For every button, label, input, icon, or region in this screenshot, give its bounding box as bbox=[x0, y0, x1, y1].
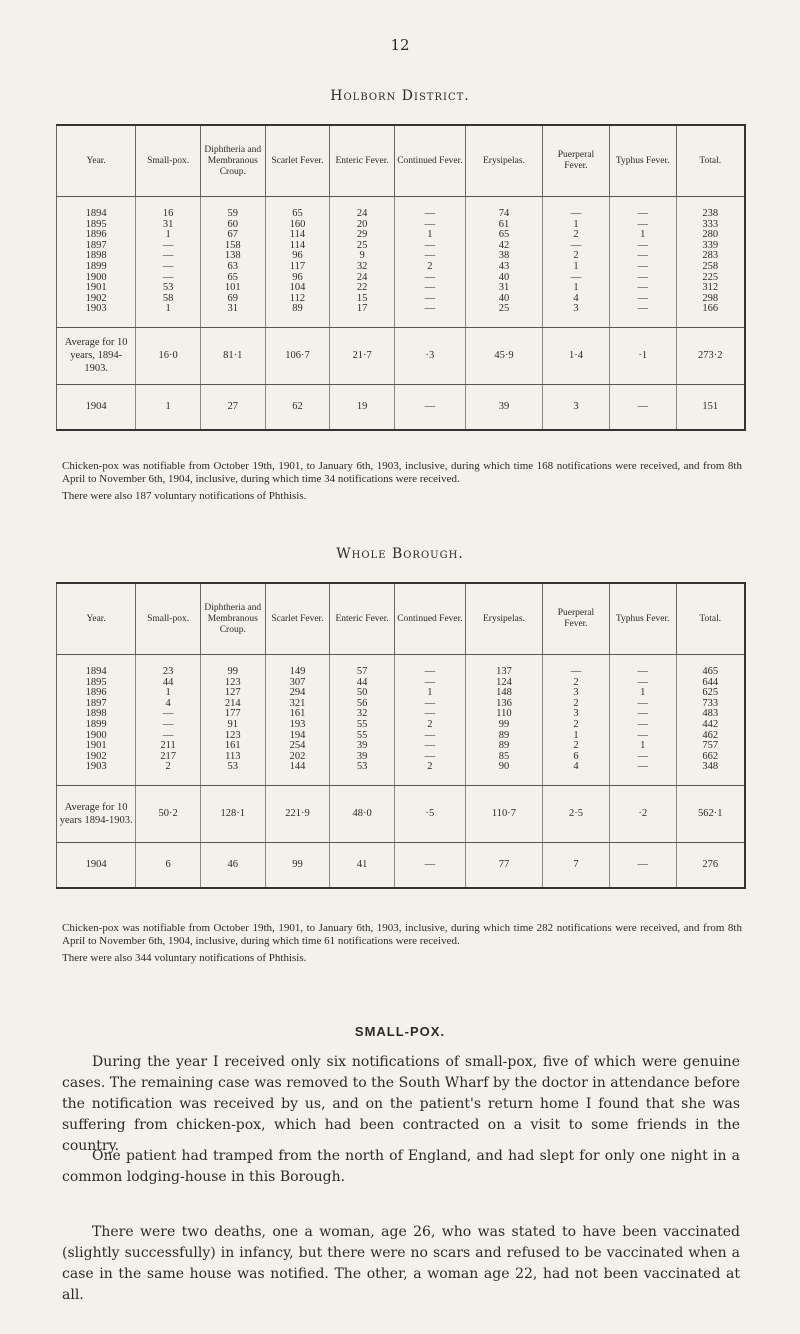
column-header: Erysipelas. bbox=[465, 583, 542, 655]
table-cell: 1 bbox=[543, 262, 610, 273]
table-cell: 69 bbox=[200, 294, 265, 305]
table-cell: — bbox=[394, 220, 465, 231]
table-row bbox=[57, 197, 746, 220]
table-cell: 60 bbox=[200, 220, 265, 231]
table-cell: 2 bbox=[543, 230, 610, 241]
table-cell: 2 bbox=[394, 262, 465, 273]
table-cell: 283 bbox=[676, 251, 745, 262]
table-cell: 1 bbox=[609, 688, 676, 699]
table-cell: — bbox=[543, 655, 610, 678]
table-cell: 662 bbox=[676, 752, 745, 763]
table-cell: 462 bbox=[676, 731, 745, 742]
table-cell: 61 bbox=[465, 220, 542, 231]
table-cell: 2 bbox=[543, 678, 610, 689]
table-cell: 123 bbox=[200, 678, 265, 689]
table-cell: 161 bbox=[200, 741, 265, 752]
table-cell: ·5 bbox=[394, 785, 465, 842]
table-cell: 38 bbox=[465, 251, 542, 262]
table-cell: 55 bbox=[330, 731, 395, 742]
table-cell: 1899 bbox=[85, 718, 107, 730]
table-row bbox=[57, 785, 746, 842]
table-cell: — bbox=[394, 741, 465, 752]
table-cell: 62 bbox=[265, 384, 330, 430]
table-cell: 81·1 bbox=[200, 327, 265, 384]
table-cell: 114 bbox=[265, 230, 330, 241]
table-cell: 31 bbox=[465, 283, 542, 294]
table-cell: 1898 bbox=[85, 708, 107, 720]
table-cell: 1 bbox=[543, 731, 610, 742]
table-cell: 158 bbox=[200, 241, 265, 252]
table-cell: 194 bbox=[265, 731, 330, 742]
table-cell: 221·9 bbox=[265, 785, 330, 842]
table-cell: 106·7 bbox=[265, 327, 330, 384]
table-cell: 1 bbox=[543, 220, 610, 231]
table-row bbox=[57, 327, 746, 384]
table-cell: 104 bbox=[265, 283, 330, 294]
table-cell: — bbox=[394, 241, 465, 252]
table-cell: — bbox=[609, 720, 676, 731]
table-cell: 1904 bbox=[85, 858, 107, 870]
column-header: Total. bbox=[676, 125, 745, 197]
table-cell: 55 bbox=[330, 720, 395, 731]
table-cell: 757 bbox=[676, 741, 745, 752]
table-cell: 273·2 bbox=[676, 327, 745, 384]
table-cell: 65 bbox=[465, 230, 542, 241]
table-cell: 127 bbox=[200, 688, 265, 699]
table-cell: 1902 bbox=[85, 292, 107, 304]
table-cell: — bbox=[609, 283, 676, 294]
table-cell: 63 bbox=[200, 262, 265, 273]
table-cell: ·2 bbox=[609, 785, 676, 842]
table-cell: 32 bbox=[330, 709, 395, 720]
table-cell: 124 bbox=[465, 678, 542, 689]
table-cell: 2 bbox=[394, 762, 465, 785]
table-cell: 25 bbox=[330, 241, 395, 252]
table-cell: — bbox=[609, 384, 676, 430]
table-cell: 238 bbox=[676, 197, 745, 220]
table-cell: 19 bbox=[330, 384, 395, 430]
table-cell: 1897 bbox=[85, 697, 107, 709]
table-cell: — bbox=[394, 294, 465, 305]
table-cell: 2 bbox=[543, 720, 610, 731]
table-cell: 99 bbox=[265, 842, 330, 888]
table-cell: 27 bbox=[200, 384, 265, 430]
table-cell: 1903 bbox=[57, 304, 136, 327]
column-header: Typhus Fever. bbox=[609, 125, 676, 197]
table-cell: 258 bbox=[676, 262, 745, 273]
table-cell: 15 bbox=[330, 294, 395, 305]
table-row bbox=[57, 720, 746, 731]
table-cell: 1 bbox=[394, 230, 465, 241]
column-header: Continued Fever. bbox=[394, 125, 465, 197]
table-cell: 298 bbox=[676, 294, 745, 305]
table-cell: 1898 bbox=[85, 250, 107, 262]
table-cell: — bbox=[394, 655, 465, 678]
table-cell: 348 bbox=[676, 762, 745, 785]
table-cell: 136 bbox=[465, 699, 542, 710]
table-cell: 39 bbox=[330, 752, 395, 763]
table-cell: 1896 bbox=[85, 687, 107, 699]
table-cell: 45·9 bbox=[465, 327, 542, 384]
column-header: Continued Fever. bbox=[394, 583, 465, 655]
table-cell: 46 bbox=[200, 842, 265, 888]
column-header: Year. bbox=[57, 125, 136, 197]
table-row bbox=[57, 655, 746, 678]
table-cell: — bbox=[609, 304, 676, 327]
table-cell: 483 bbox=[676, 709, 745, 720]
table-cell: 1897 bbox=[85, 239, 107, 251]
table-cell: 333 bbox=[676, 220, 745, 231]
table-cell: — bbox=[136, 720, 201, 731]
table-cell: — bbox=[543, 241, 610, 252]
table-cell: 39 bbox=[465, 384, 542, 430]
table-cell: — bbox=[394, 283, 465, 294]
column-header: Small-pox. bbox=[136, 583, 201, 655]
table-cell: 99 bbox=[200, 655, 265, 678]
table-cell: 4 bbox=[543, 762, 610, 785]
table-cell: 65 bbox=[200, 273, 265, 284]
table-cell: — bbox=[609, 709, 676, 720]
table-cell: — bbox=[609, 699, 676, 710]
table-cell: 1903 bbox=[57, 762, 136, 785]
table-cell: 24 bbox=[330, 273, 395, 284]
table-cell: 1894 bbox=[85, 666, 107, 677]
table-cell: — bbox=[136, 262, 201, 273]
table-cell: 53 bbox=[136, 283, 201, 294]
table-cell: — bbox=[543, 197, 610, 220]
table-cell: 25 bbox=[465, 304, 542, 327]
table-cell: 96 bbox=[265, 273, 330, 284]
table-cell: 39 bbox=[330, 741, 395, 752]
table-cell: 1 bbox=[136, 384, 201, 430]
table-cell: — bbox=[394, 251, 465, 262]
table-cell: 112 bbox=[265, 294, 330, 305]
table-cell: 211 bbox=[136, 741, 201, 752]
holborn-note: Chicken-pox was notifiable from October 19th, 1901, to January 6th, 1903, inclusive, during which time 168 notifications were received, and from 8th April to November 6th, 1904, inclusive, during which time 34 notifications were received. There were also 187 voluntary notifications of Phthisis. bbox=[62, 460, 742, 502]
table-cell: — bbox=[136, 251, 201, 262]
table-cell: 48·0 bbox=[330, 785, 395, 842]
table-cell: 1902 bbox=[85, 750, 107, 762]
column-header: Enteric Fever. bbox=[330, 583, 395, 655]
table-cell: 22 bbox=[330, 283, 395, 294]
table-cell: 123 bbox=[200, 731, 265, 742]
table-cell: 89 bbox=[465, 731, 542, 742]
table-cell: 17 bbox=[330, 304, 395, 327]
table-cell: 1900 bbox=[85, 271, 107, 283]
table-cell: — bbox=[609, 273, 676, 284]
table-cell: 58 bbox=[136, 294, 201, 305]
table-cell: — bbox=[394, 197, 465, 220]
column-header: Enteric Fever. bbox=[330, 125, 395, 197]
table-cell: 40 bbox=[465, 273, 542, 284]
column-header: Puerperal Fever. bbox=[543, 125, 610, 197]
table-row bbox=[57, 304, 746, 327]
table-cell: — bbox=[609, 197, 676, 220]
table-cell: — bbox=[609, 241, 676, 252]
table-cell: 44 bbox=[330, 678, 395, 689]
table-cell: 217 bbox=[136, 752, 201, 763]
smallpox-paragraph-2: One patient had tramped from the north of England, and had slept for only one night in a common lodging-house in this Borough. bbox=[62, 1148, 740, 1185]
table-cell: 29 bbox=[330, 230, 395, 241]
table-cell: 2 bbox=[394, 720, 465, 731]
table-cell: 321 bbox=[265, 699, 330, 710]
table-row bbox=[57, 384, 746, 430]
table-cell: — bbox=[394, 731, 465, 742]
table-cell: 1901 bbox=[85, 282, 107, 294]
table-cell: 1896 bbox=[85, 229, 107, 241]
column-header: Scarlet Fever. bbox=[265, 125, 330, 197]
table-cell: — bbox=[394, 304, 465, 327]
table-cell: — bbox=[609, 220, 676, 231]
table-cell: — bbox=[394, 678, 465, 689]
table-cell: 214 bbox=[200, 699, 265, 710]
table-cell: 101 bbox=[200, 283, 265, 294]
table-cell: 4 bbox=[136, 699, 201, 710]
table-cell: 117 bbox=[265, 262, 330, 273]
table-row bbox=[57, 262, 746, 273]
table-row bbox=[57, 762, 746, 785]
table-cell: 339 bbox=[676, 241, 745, 252]
table-cell: 6 bbox=[136, 842, 201, 888]
table-cell: — bbox=[136, 731, 201, 742]
table-cell: 254 bbox=[265, 741, 330, 752]
table-cell: — bbox=[609, 842, 676, 888]
table-cell: 53 bbox=[200, 762, 265, 785]
table-cell: 67 bbox=[200, 230, 265, 241]
column-header: Diphtheria and Membranous Croup. bbox=[200, 583, 265, 655]
table-cell: — bbox=[609, 752, 676, 763]
table-cell: 149 bbox=[265, 655, 330, 678]
table-cell: 144 bbox=[265, 762, 330, 785]
table-cell: 40 bbox=[465, 294, 542, 305]
table-cell: 24 bbox=[330, 197, 395, 220]
table-cell: 20 bbox=[330, 220, 395, 231]
table-cell: 31 bbox=[136, 220, 201, 231]
table-cell: 294 bbox=[265, 688, 330, 699]
table-cell: 1895 bbox=[85, 218, 107, 230]
table-cell: 151 bbox=[676, 384, 745, 430]
borough-note: Chicken-pox was notifiable from October 19th, 1901, to January 6th, 1903, inclusive, during which time 282 notifications were received, and from 8th April to November 6th, 1904, inclusive, during which time 61 notifications were received. There were also 344 voluntary notifications of Phthisis. bbox=[62, 922, 742, 964]
table-cell: 1 bbox=[609, 741, 676, 752]
table-cell: 50·2 bbox=[136, 785, 201, 842]
table-cell: 89 bbox=[265, 304, 330, 327]
column-header: Erysipelas. bbox=[465, 125, 542, 197]
table-cell: 89 bbox=[465, 741, 542, 752]
table-cell: 77 bbox=[465, 842, 542, 888]
table-cell: 1900 bbox=[85, 729, 107, 741]
table-cell: 96 bbox=[265, 251, 330, 262]
table-cell: 44 bbox=[136, 678, 201, 689]
table-cell: 110·7 bbox=[465, 785, 542, 842]
table-cell: 1 bbox=[543, 283, 610, 294]
table-cell: 31 bbox=[200, 304, 265, 327]
table-cell: 128·1 bbox=[200, 785, 265, 842]
table-cell: 161 bbox=[265, 709, 330, 720]
table-cell: 1894 bbox=[85, 208, 107, 219]
table-cell: — bbox=[609, 262, 676, 273]
table-cell: — bbox=[136, 709, 201, 720]
table-cell: 307 bbox=[265, 678, 330, 689]
table-cell: — bbox=[543, 273, 610, 284]
smallpox-paragraph-3: There were two deaths, one a woman, age 26, who was stated to have been vaccinated (slightly successfully) in infancy, but there were no scars and refused to be vaccinated when a case in the same house was notified. The other, a woman age 22, had not been vaccinated at all. bbox=[62, 1224, 740, 1303]
table-cell: 85 bbox=[465, 752, 542, 763]
table-cell: 53 bbox=[330, 762, 395, 785]
table-cell: 59 bbox=[200, 197, 265, 220]
table-cell: 23 bbox=[136, 655, 201, 678]
table-cell: — bbox=[609, 731, 676, 742]
table-cell: 562·1 bbox=[676, 785, 745, 842]
table-cell: — bbox=[609, 678, 676, 689]
table-cell: 312 bbox=[676, 283, 745, 294]
column-header: Year. bbox=[57, 583, 136, 655]
table-cell: 2 bbox=[543, 251, 610, 262]
column-header: Diphtheria and Membranous Croup. bbox=[200, 125, 265, 197]
table-cell: 7 bbox=[543, 842, 610, 888]
table-cell: 138 bbox=[200, 251, 265, 262]
table-cell: — bbox=[394, 709, 465, 720]
table-cell: 99 bbox=[465, 720, 542, 731]
table-cell: — bbox=[136, 273, 201, 284]
table-cell: — bbox=[609, 294, 676, 305]
table-row bbox=[57, 842, 746, 888]
column-header: Typhus Fever. bbox=[609, 583, 676, 655]
table-cell: — bbox=[394, 752, 465, 763]
table-cell: 114 bbox=[265, 241, 330, 252]
table-cell: 148 bbox=[465, 688, 542, 699]
table-cell: 225 bbox=[676, 273, 745, 284]
table-cell: 6 bbox=[543, 752, 610, 763]
table-cell: — bbox=[394, 842, 465, 888]
column-header: Small-pox. bbox=[136, 125, 201, 197]
table-cell: 280 bbox=[676, 230, 745, 241]
table-cell: 1 bbox=[394, 688, 465, 699]
table-cell: 91 bbox=[200, 720, 265, 731]
table-cell: 3 bbox=[543, 304, 610, 327]
table-cell: — bbox=[609, 762, 676, 785]
table-cell: 110 bbox=[465, 709, 542, 720]
column-header: Scarlet Fever. bbox=[265, 583, 330, 655]
table-cell: 625 bbox=[676, 688, 745, 699]
table-cell: 3 bbox=[543, 384, 610, 430]
column-header: Total. bbox=[676, 583, 745, 655]
table-cell: 1899 bbox=[85, 260, 107, 272]
table-cell: 193 bbox=[265, 720, 330, 731]
column-header: Puerperal Fever. bbox=[543, 583, 610, 655]
table-cell: 16·0 bbox=[136, 327, 201, 384]
table-cell: 2·5 bbox=[543, 785, 610, 842]
table-cell: 74 bbox=[465, 197, 542, 220]
table-cell: — bbox=[394, 699, 465, 710]
holborn-title: Holborn District. bbox=[330, 88, 470, 104]
table-cell: 276 bbox=[676, 842, 745, 888]
table-cell: — bbox=[394, 384, 465, 430]
table-cell: 2 bbox=[136, 762, 201, 785]
borough-table bbox=[56, 582, 746, 889]
table-cell: 90 bbox=[465, 762, 542, 785]
table-cell: 32 bbox=[330, 262, 395, 273]
table-cell: 644 bbox=[676, 678, 745, 689]
table-cell: 1 bbox=[136, 688, 201, 699]
table-cell: 465 bbox=[676, 655, 745, 678]
table-cell: 177 bbox=[200, 709, 265, 720]
table-cell: ·3 bbox=[394, 327, 465, 384]
table-cell: 1·4 bbox=[543, 327, 610, 384]
smallpox-heading: SMALL-POX. bbox=[354, 1024, 446, 1039]
table-cell: 202 bbox=[265, 752, 330, 763]
borough-title: Whole Borough. bbox=[336, 546, 464, 562]
table-cell: 16 bbox=[136, 197, 201, 220]
table-cell: Average for 10 years, 1894-1903. bbox=[57, 327, 136, 384]
table-cell: 3 bbox=[543, 688, 610, 699]
table-cell: ·1 bbox=[609, 327, 676, 384]
page-number: 12 bbox=[390, 36, 410, 54]
table-cell: 56 bbox=[330, 699, 395, 710]
table-cell: — bbox=[609, 251, 676, 262]
table-cell: 65 bbox=[265, 197, 330, 220]
table-cell: 160 bbox=[265, 220, 330, 231]
table-cell: 4 bbox=[543, 294, 610, 305]
table-cell: 733 bbox=[676, 699, 745, 710]
table-cell: 2 bbox=[543, 741, 610, 752]
holborn-table bbox=[56, 124, 746, 431]
smallpox-paragraph-1: During the year I received only six notifications of small-pox, five of which were genuine cases. The remaining case was removed to the South Wharf by the doctor in attendance before the notification was received by us, and on the patient's return home I found that she was suffering from chicken-pox, which had been contracted on a visit to some friends in the country. bbox=[62, 1054, 740, 1154]
table-cell: 57 bbox=[330, 655, 395, 678]
table-cell: — bbox=[136, 241, 201, 252]
table-cell: 43 bbox=[465, 262, 542, 273]
table-cell: 442 bbox=[676, 720, 745, 731]
table-cell: 3 bbox=[543, 709, 610, 720]
table-cell: 42 bbox=[465, 241, 542, 252]
table-cell: 1 bbox=[609, 230, 676, 241]
table-cell: — bbox=[394, 273, 465, 284]
table-cell: 50 bbox=[330, 688, 395, 699]
table-cell: 1 bbox=[136, 230, 201, 241]
table-cell: 41 bbox=[330, 842, 395, 888]
table-cell: 1904 bbox=[85, 400, 107, 412]
table-cell: 166 bbox=[676, 304, 745, 327]
table-cell: 1895 bbox=[85, 676, 107, 688]
table-cell: 113 bbox=[200, 752, 265, 763]
table-cell: 137 bbox=[465, 655, 542, 678]
table-cell: 1 bbox=[136, 304, 201, 327]
table-cell: — bbox=[609, 655, 676, 678]
table-cell: Average for 10 years 1894-1903. bbox=[57, 785, 136, 842]
table-cell: 21·7 bbox=[330, 327, 395, 384]
table-cell: 2 bbox=[543, 699, 610, 710]
table-cell: 9 bbox=[330, 251, 395, 262]
table-cell: 1901 bbox=[85, 740, 107, 752]
